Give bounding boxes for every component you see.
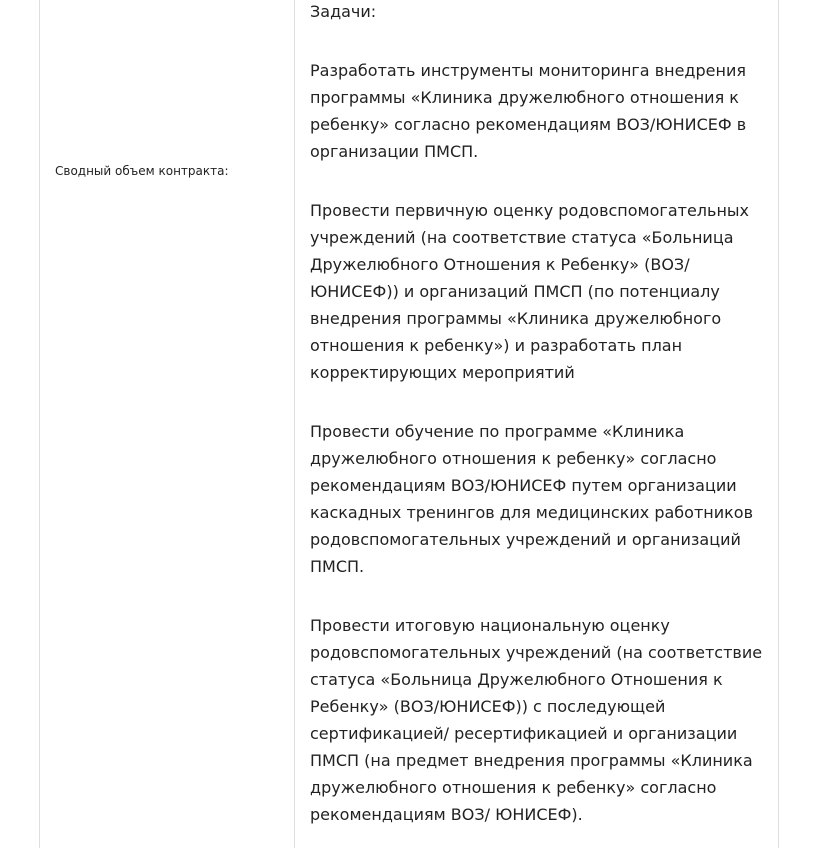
task-paragraph-4: Провести итоговую национальную оценку родовспомогательных учреждений (на соответствие статуса «Больница Дружелюбного Отношения к Ребенку» (ВОЗ/ЮНИСЕФ)) с последующей сертификацией/ ресертификацией и организации ПМСП (на предмет внедрения программы «Клиника дружелюбного отношения к ребенку» согласно рекомендациям ВОЗ/ ЮНИСЕФ). xyxy=(310,616,763,824)
contract-details-table xyxy=(39,0,779,848)
task-paragraph-1: Разработать инструменты мониторинга внедрения программы «Клиника дружелюбного отношения к ребенку» согласно рекомендациям ВОЗ/ЮНИСЕФ в организации ПМСП. xyxy=(310,61,747,161)
tasks-heading: Задачи: xyxy=(310,2,377,21)
label-cell xyxy=(40,0,295,848)
contract-volume-label: Сводный объем контракта: xyxy=(55,164,229,178)
task-paragraph-2: Провести первичную оценку родовспомогательных учреждений (на соответствие статуса «Больница Дружелюбного Отношения к Ребенку» (ВОЗ/ЮНИСЕФ)) и организаций ПМСП (по потенциалу внедрения программы «Клиника дружелюбного отношения к ребенку») и разработать план корректирующих мероприятий xyxy=(310,201,750,382)
value-cell xyxy=(295,0,778,848)
task-paragraph-3: Провести обучение по программе «Клиника дружелюбного отношения к ребенку» согласно рекомендациям ВОЗ/ЮНИСЕФ путем организации каскадных тренингов для медицинских работников родовспомогательных учреждений и организаций ПМСП. xyxy=(310,422,754,576)
